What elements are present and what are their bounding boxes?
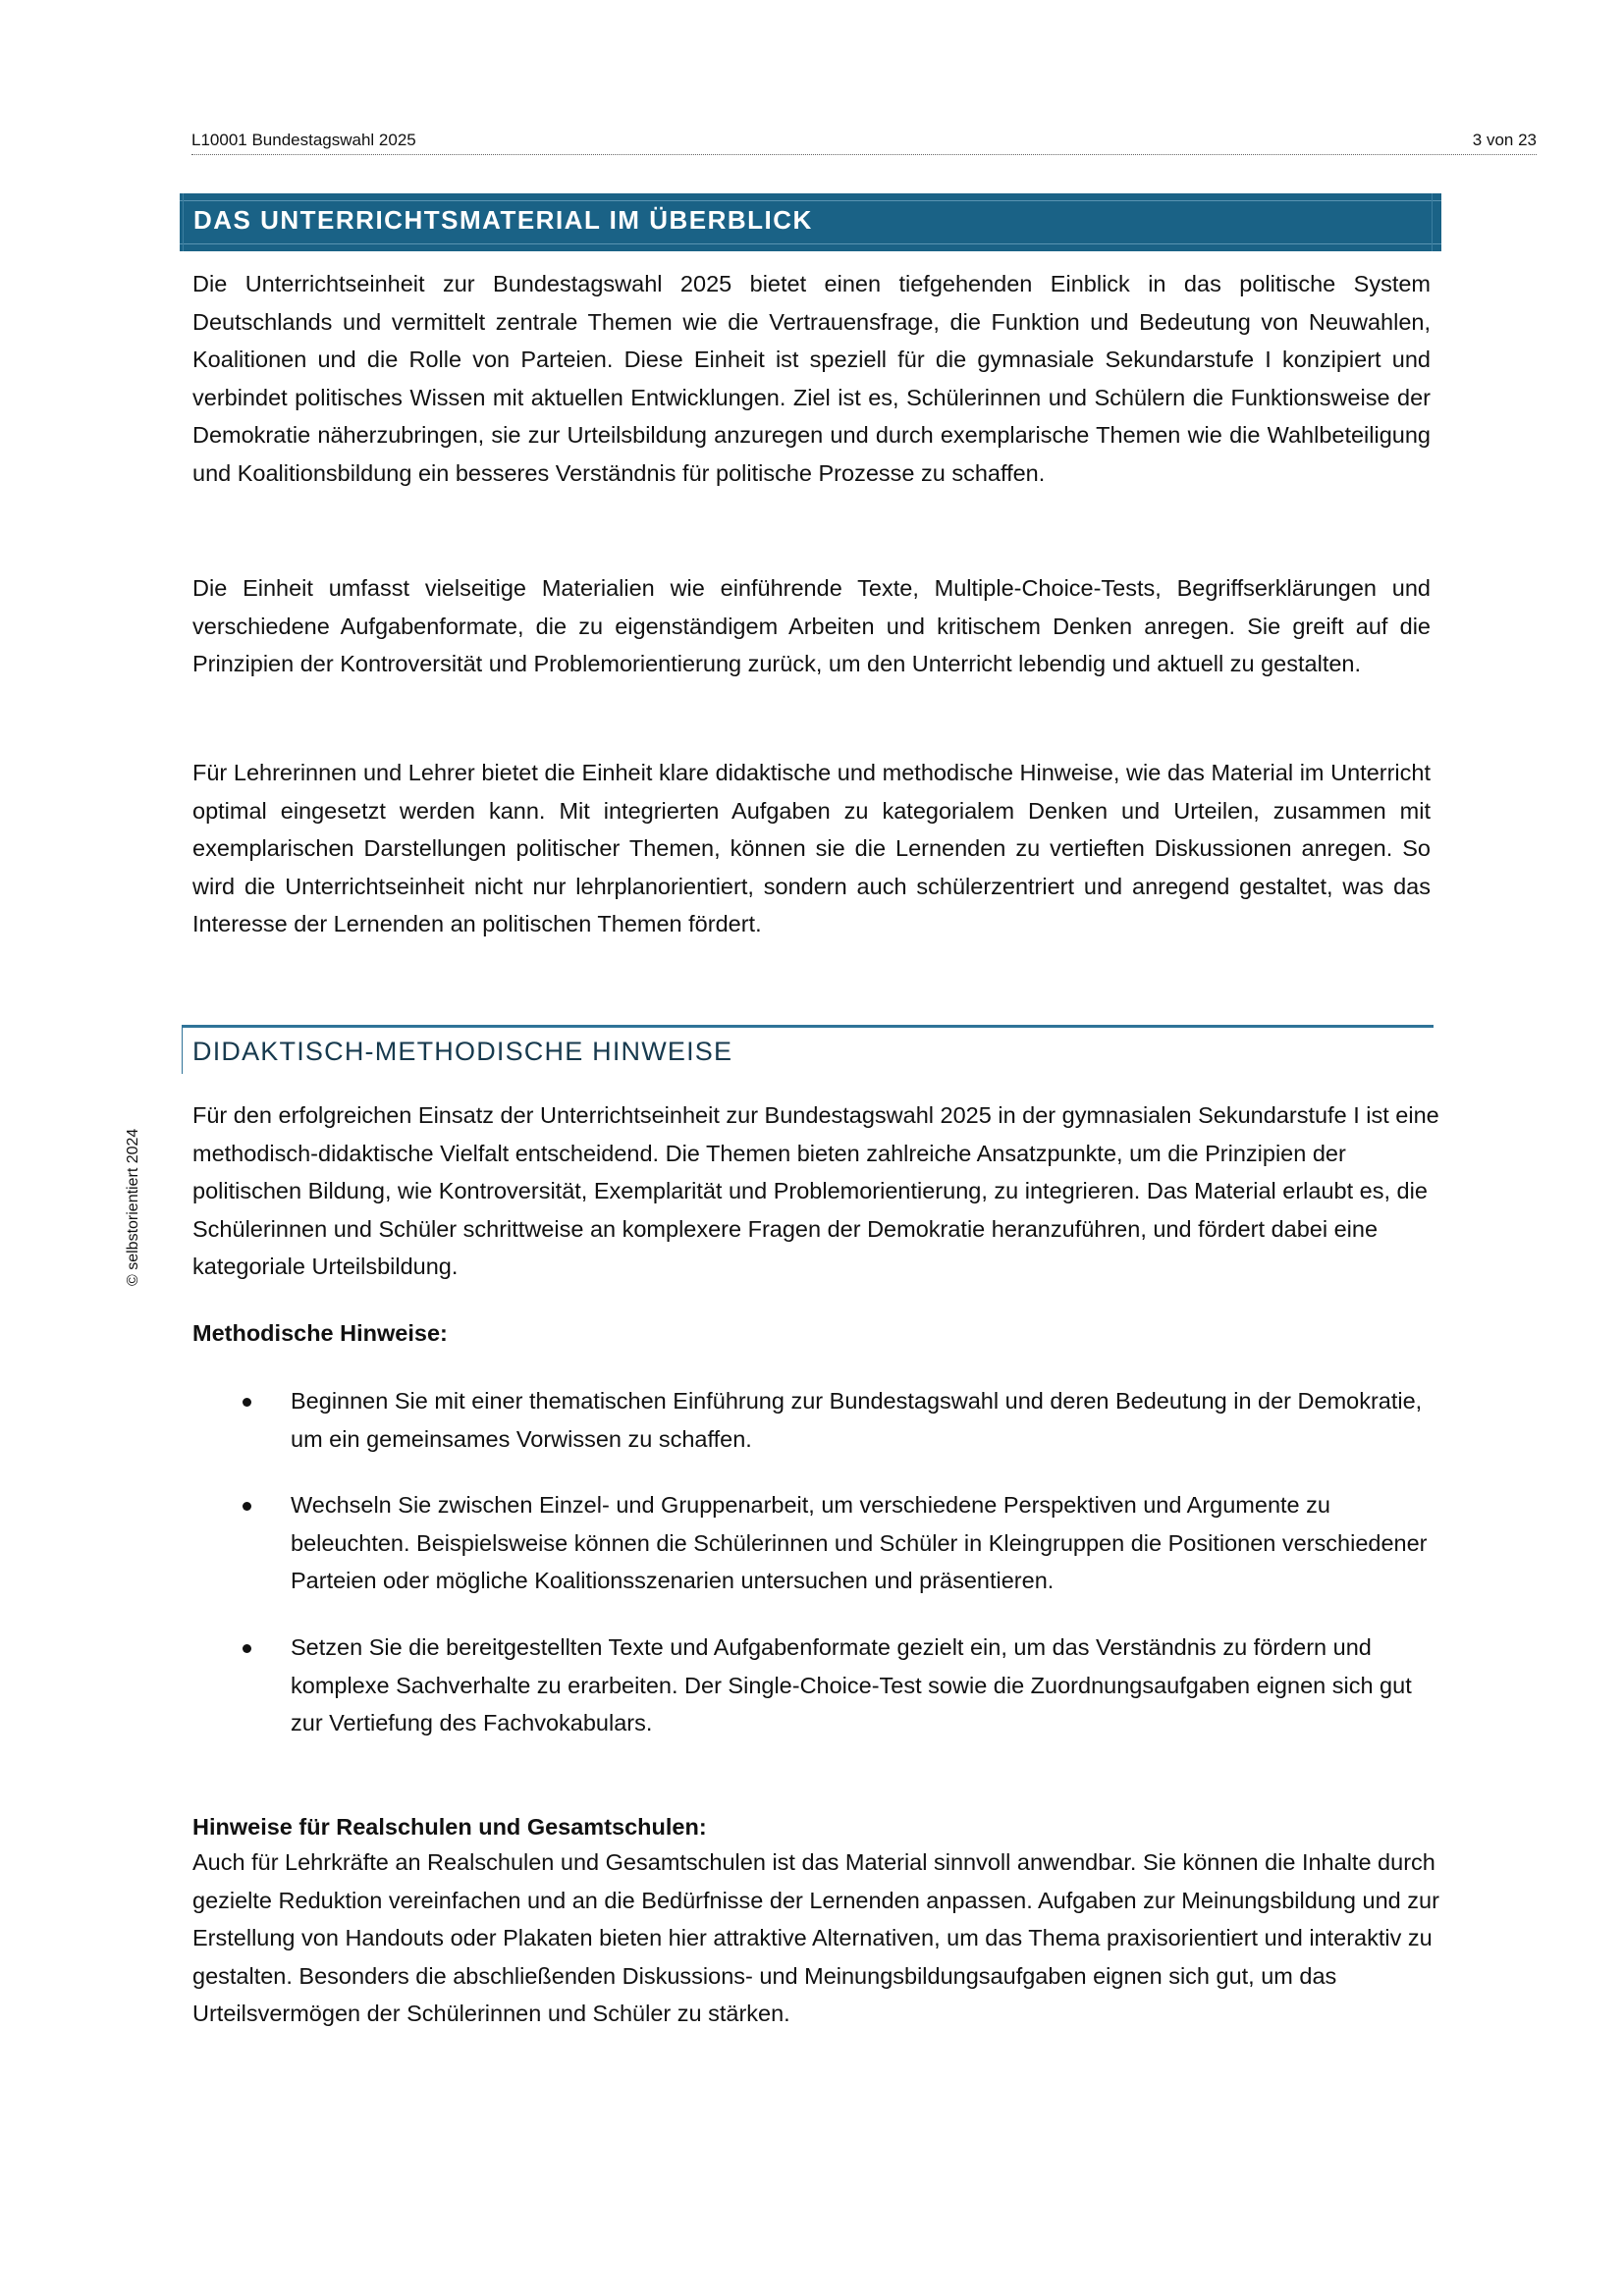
page-header [191, 129, 1537, 155]
copyright-notice: © selbstorientiert 2024 [125, 1128, 141, 1286]
bullet-icon [243, 1502, 251, 1511]
page-number: 3 von 23 [1472, 131, 1537, 149]
methods-label: Methodische Hinweise: [192, 1320, 448, 1346]
overview-paragraph-3: Für Lehrerinnen und Lehrer bietet die Einheit klare didaktische und methodische Hinweise, wie das Material im Unterricht optimal eingesetzt werden kann. Mit integrierten Aufgaben zu kategorialem Denken und Urteilen, zusammen mit exemplarischen Darstellungen politischer Themen, können sie die Lernenden zu vertieften Diskussionen anregen. So wird die Unterrichtseinheit nicht nur lehrplanorientiert, sondern auch schülerzentriert und anregend gestaltet, was das Interesse der Lernenden an politischen Themen fördert. [192, 760, 1431, 937]
bullet-icon [243, 1644, 251, 1653]
subsection-heading [182, 1025, 1434, 1074]
methods-list-item [236, 1629, 1438, 1742]
schools-paragraph: Auch für Lehrkräfte an Realschulen und Gesamtschulen ist das Material sinnvoll anwendbar. Sie können die Inhalte durch gezielte Reduktion vereinfachen und an die Bedürfnisse der Lernenden anpassen. Aufgaben zur Meinungsbildung und zur Erstellung von Handouts oder Plakaten bieten hier attraktive Alternativen, um das Thema praxisorientiert und interaktiv zu gestalten. Besonders die abschließenden Diskussions- und Meinungsbildungsaufgaben eignen sich gut, um das Urteilsvermögen der Schülerinnen und Schüler zu stärken. [192, 1849, 1439, 2027]
methods-list-item-text: Wechseln Sie zwischen Einzel- und Gruppenarbeit, um verschiedene Perspektiven und Argumente zu beleuchten. Beispielsweise können die Schülerinnen und Schüler in Kleingruppen die Positionen verschiedener Parteien oder mögliche Koalitionsszenarien untersuchen und präsentieren. [291, 1492, 1428, 1594]
section-banner [180, 193, 1441, 251]
document-title: L10001 Bundestagswahl 2025 [191, 131, 416, 149]
overview-paragraph-2: Die Einheit umfasst vielseitige Materialien wie einführende Texte, Multiple-Choice-Tests, Begriffserklärungen und verschiedene Aufgabenformate, die zu eigenständigem Arbeiten und kritischem Denken anregen. Sie greift auf die Prinzipien der Kontroversität und Problemorientierung zurück, um den Unterricht lebendig und aktuell zu gestalten. [192, 575, 1431, 677]
didactics-intro-paragraph: Für den erfolgreichen Einsatz der Unterrichtseinheit zur Bundestagswahl 2025 in der gymnasialen Sekundarstufe I ist eine methodisch-didaktische Vielfalt entscheidend. Die Themen bieten zahlreiche Ansatzpunkte, um die Prinzipien der politischen Bildung, wie Kontroversität, Exemplarität und Problemorientierung, zu integrieren. Das Material erlaubt es, die Schülerinnen und Schüler schrittweise an komplexere Fragen der Demokratie heranzuführen, und fördert dabei eine kategoriale Urteilsbildung. [192, 1102, 1439, 1280]
methods-list-item-text: Beginnen Sie mit einer thematischen Einführung zur Bundestagswahl und deren Bedeutung in der Demokratie, um ein gemeinsames Vorwissen zu schaffen. [291, 1388, 1423, 1452]
methods-list [236, 1382, 1438, 1771]
schools-label: Hinweise für Realschulen und Gesamtschulen: [192, 1814, 707, 1840]
methods-list-item [236, 1382, 1438, 1458]
methods-list-item-text: Setzen Sie die bereitgestellten Texte und Aufgabenformate gezielt ein, um das Verständnis zu fördern und komplexe Sachverhalte zu erarbeiten. Der Single-Choice-Test sowie die Zuordnungsaufgaben eignen sich gut zur Vertiefung des Fachvokabulars. [291, 1633, 1412, 1736]
bullet-icon [243, 1398, 251, 1407]
subsection-title: DIDAKTISCH-METHODISCHE HINWEISE [192, 1037, 733, 1066]
section-title: DAS UNTERRICHTSMATERIAL IM ÜBERBLICK [193, 205, 813, 235]
methods-list-item [236, 1486, 1438, 1600]
overview-paragraph-1: Die Unterrichtseinheit zur Bundestagswahl 2025 bietet einen tiefgehenden Einblick in das politische System Deutschlands und vermittelt zentrale Themen wie die Vertrauensfrage, die Funktion und Bedeutung von Neuwahlen, Koalitionen und die Rolle von Parteien. Diese Einheit ist speziell für die gymnasiale Sekundarstufe I konzipiert und verbindet politisches Wissen mit aktuellen Entwicklungen. Ziel ist es, Schülerinnen und Schülern die Funktionsweise der Demokratie näherzubringen, sie zur Urteilsbildung anzuregen und durch exemplarische Themen wie die Wahlbeteiligung und Koalitionsbildung ein besseres Verständnis für politische Prozesse zu schaffen. [192, 271, 1431, 486]
